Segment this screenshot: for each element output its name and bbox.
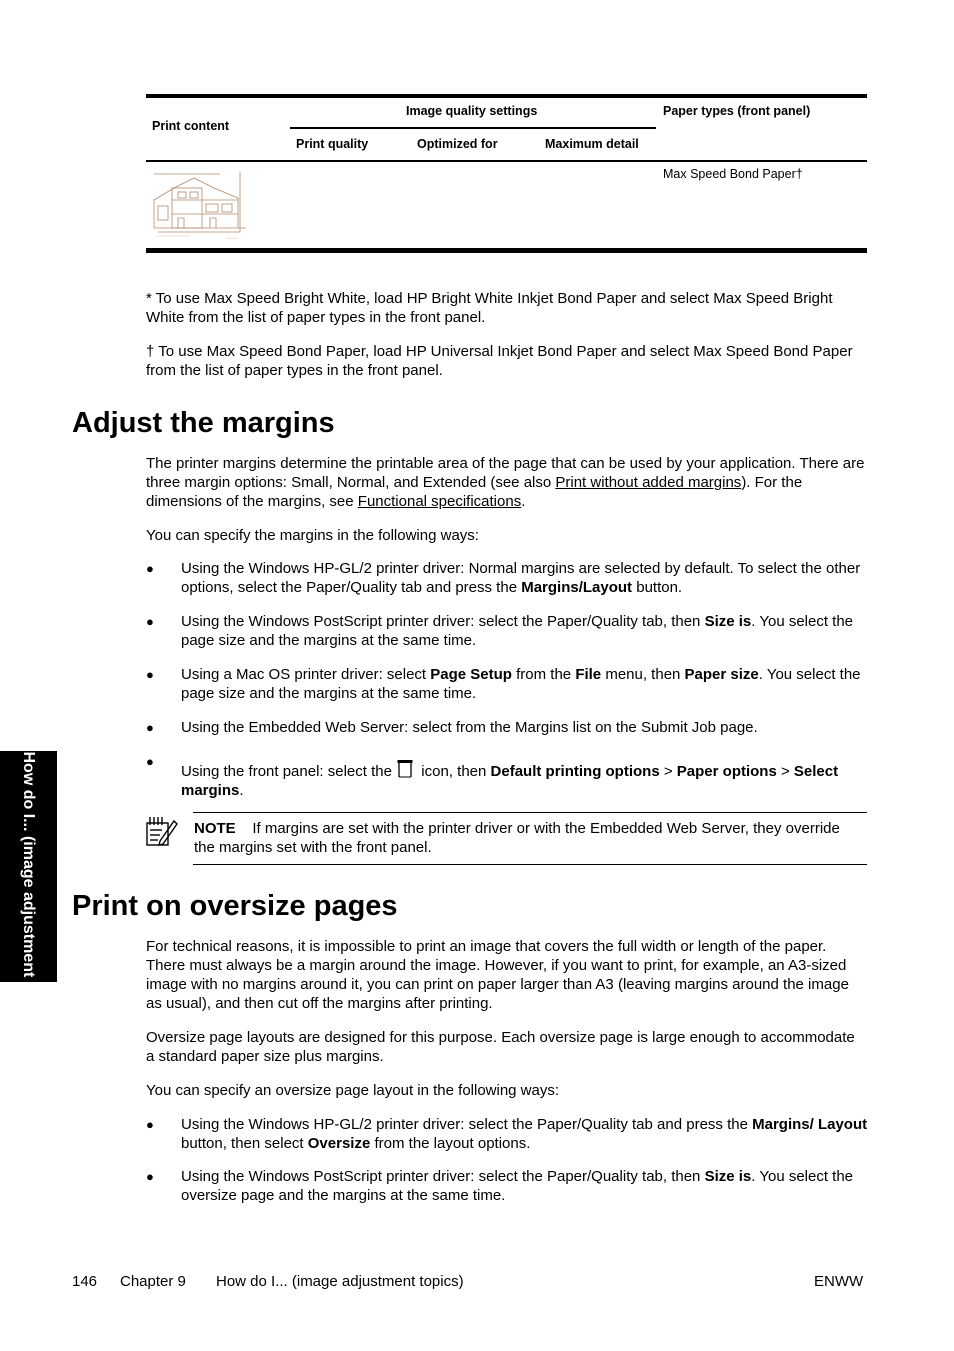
oversize-p1: For technical reasons, it is impossible to print an image that covers the full width or length of the paper. There must always be a margin around the image. However, if you want to print, for example, an A3-sized image with no margins around it, you can print on paper larger than A3 (leaving margins around the image as usual), and then cut off the margins after printing. — [146, 938, 849, 1012]
margins-bullet-postscript: Using the Windows PostScript printer driver: select the Paper/Quality tab, then Size is. You select the page size and the margins at the same time. — [181, 613, 854, 649]
oversize-bullet-postscript: Using the Windows PostScript printer driver: select the Paper/Quality tab, then Size is. You select the oversize page and the margins at the same time. — [181, 1168, 854, 1204]
margins-intro: The printer margins determine the printable area of the page that can be used by your application. There are three margin options: Small, Normal, and Extended (see also Print without added margins). For the dimensions of the margins, see Functional specifications. — [146, 455, 865, 510]
table-group-rule — [290, 127, 656, 129]
bullet-icon: ● — [146, 1117, 154, 1132]
col-image-quality-group: Image quality settings — [406, 104, 538, 118]
footer-page-number: 146 — [72, 1273, 98, 1290]
note-top-rule — [193, 812, 867, 813]
chapter-side-tab — [0, 751, 57, 1035]
paper-setup-icon — [396, 759, 414, 778]
col-paper-types: Paper types (front panel) — [663, 104, 811, 118]
link-print-without-margins[interactable]: Print without added margins — [555, 474, 742, 491]
col-print-content: Print content — [152, 119, 230, 133]
heading-oversize-pages: Print on oversize pages — [72, 890, 398, 922]
bullet-icon: ● — [146, 561, 154, 576]
heading-adjust-margins: Adjust the margins — [72, 407, 335, 439]
architectural-drawing-thumbnail — [150, 166, 250, 242]
bullet-icon: ● — [146, 667, 154, 682]
margins-bullet-macos: Using a Mac OS printer driver: select Page Setup from the File menu, then Paper size. You select the page size and the margins at the same time. — [181, 666, 861, 702]
note-dagger: † To use Max Speed Bond Paper, load HP Universal Inkjet Bond Paper and select Max Speed Bond Paper from the list of paper types in the front panel. — [146, 343, 853, 379]
margins-bullet-front-panel: Using the front panel: select the icon, then Default printing options > Paper options > Select margins. — [181, 759, 871, 800]
table-header-rule — [146, 160, 867, 162]
footer-chapter-title: How do I... (image adjustment topics) — [216, 1273, 464, 1290]
footer-enww: ENWW — [814, 1273, 864, 1290]
note-text: NOTE If margins are set with the printer driver or with the Embedded Web Server, they override the margins set with the front panel. — [194, 820, 840, 856]
col-optimized-for: Optimized for — [417, 137, 498, 151]
margins-bullet-hpgl2: Using the Windows HP-GL/2 printer driver: Normal margins are selected by default. To select the other options, select the Paper/Quality tab and press the Margins/Layout button. — [181, 560, 861, 596]
bullet-icon: ● — [146, 614, 154, 629]
col-maximum-detail: Maximum detail — [545, 137, 639, 151]
footer-chapter: Chapter 9 — [120, 1273, 186, 1290]
bullet-icon: ● — [146, 754, 154, 769]
margins-bullet-ews: Using the Embedded Web Server: select from the Margins list on the Submit Job page. — [181, 719, 758, 736]
table-top-rule — [146, 94, 867, 98]
bullet-icon: ● — [146, 720, 154, 735]
oversize-p2: Oversize page layouts are designed for this purpose. Each oversize page is large enough to accommodate a standard paper size plus margins. — [146, 1029, 855, 1065]
paper-type-cell: Max Speed Bond Paper† — [663, 167, 803, 181]
margins-ways: You can specify the margins in the following ways: — [146, 527, 479, 544]
col-print-quality: Print quality — [296, 137, 369, 151]
oversize-p3: You can specify an oversize page layout in the following ways: — [146, 1082, 560, 1099]
table-bottom-rule — [146, 248, 867, 253]
note-icon — [146, 815, 178, 847]
note-asterisk: * To use Max Speed Bright White, load HP Bright White Inkjet Bond Paper and select Max Speed Bright White from the list of paper types in the front panel. — [146, 290, 833, 326]
bullet-icon: ● — [146, 1169, 154, 1184]
side-tab-label: How do I... (image adjustment topics) — [20, 751, 37, 1035]
note-bottom-rule — [193, 864, 867, 865]
link-functional-specifications[interactable]: Functional specifications — [357, 493, 522, 510]
oversize-bullet-hpgl2: Using the Windows HP-GL/2 printer driver: select the Paper/Quality tab and press the Margins/ Layout button, then select Oversize from the layout options. — [181, 1116, 868, 1152]
